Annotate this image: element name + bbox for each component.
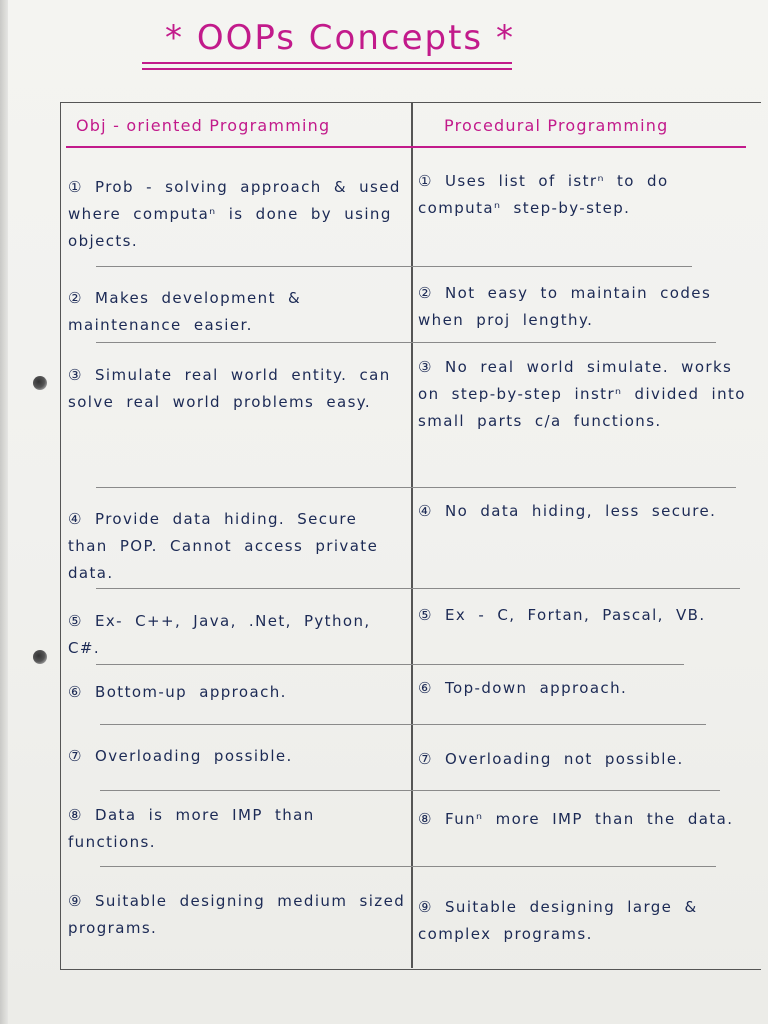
binder-hole: [33, 376, 47, 390]
oop-point-4: ④ Provide data hiding. Secure than POP. Cannot access private data.: [68, 510, 379, 582]
row-separator: [100, 790, 720, 791]
row-separator: [100, 866, 716, 867]
pop-point-6: ⑥ Top-down approach.: [418, 679, 628, 697]
oop-point-7: ⑦ Overloading possible.: [68, 747, 293, 765]
oop-point-9: ⑨ Suitable designing medium sized programs.: [68, 892, 406, 937]
pop-point-4: ④ No data hiding, less secure.: [418, 502, 717, 520]
header-procedural: Procedural Programming: [444, 116, 669, 135]
row-separator: [96, 487, 736, 488]
oop-point-5: ⑤ Ex- C++, Java, .Net, Python, C#.: [68, 612, 371, 657]
row-separator: [100, 724, 706, 725]
row-separator: [96, 664, 684, 665]
header-underline: [66, 146, 746, 148]
oop-point-6: ⑥ Bottom-up approach.: [68, 683, 287, 701]
oop-point-3: ③ Simulate real world entity. can solve real world problems easy.: [68, 366, 391, 411]
column-divider: [411, 102, 413, 968]
title-underline: [142, 62, 512, 64]
oop-point-8: ⑧ Data is more IMP than functions.: [68, 806, 315, 851]
pop-point-3: ③ No real world simulate. works on step-by-step instrⁿ divided into small parts c/a functions.: [418, 358, 746, 430]
binder-hole: [33, 650, 47, 664]
pop-point-7: ⑦ Overloading not possible.: [418, 750, 684, 768]
pop-point-8: ⑧ Funⁿ more IMP than the data.: [418, 810, 734, 828]
oop-point-1: ① Prob - solving approach & used where computaⁿ is done by using objects.: [68, 178, 401, 250]
row-separator: [96, 342, 716, 343]
page-title: * OOPs Concepts *: [165, 18, 515, 58]
row-separator: [96, 588, 740, 589]
page-edge: [0, 0, 8, 1024]
pop-point-2: ② Not easy to maintain codes when proj lengthy.: [418, 284, 712, 329]
oop-point-2: ② Makes development & maintenance easier.: [68, 289, 302, 334]
pop-point-9: ⑨ Suitable designing large & complex programs.: [418, 898, 698, 943]
pop-point-5: ⑤ Ex - C, Fortan, Pascal, VB.: [418, 606, 706, 624]
title-underline-double: [142, 68, 512, 70]
pop-point-1: ① Uses list of istrⁿ to do computaⁿ step-by-step.: [418, 172, 669, 217]
header-oop: Obj - oriented Programming: [76, 116, 331, 135]
row-separator: [96, 266, 692, 267]
